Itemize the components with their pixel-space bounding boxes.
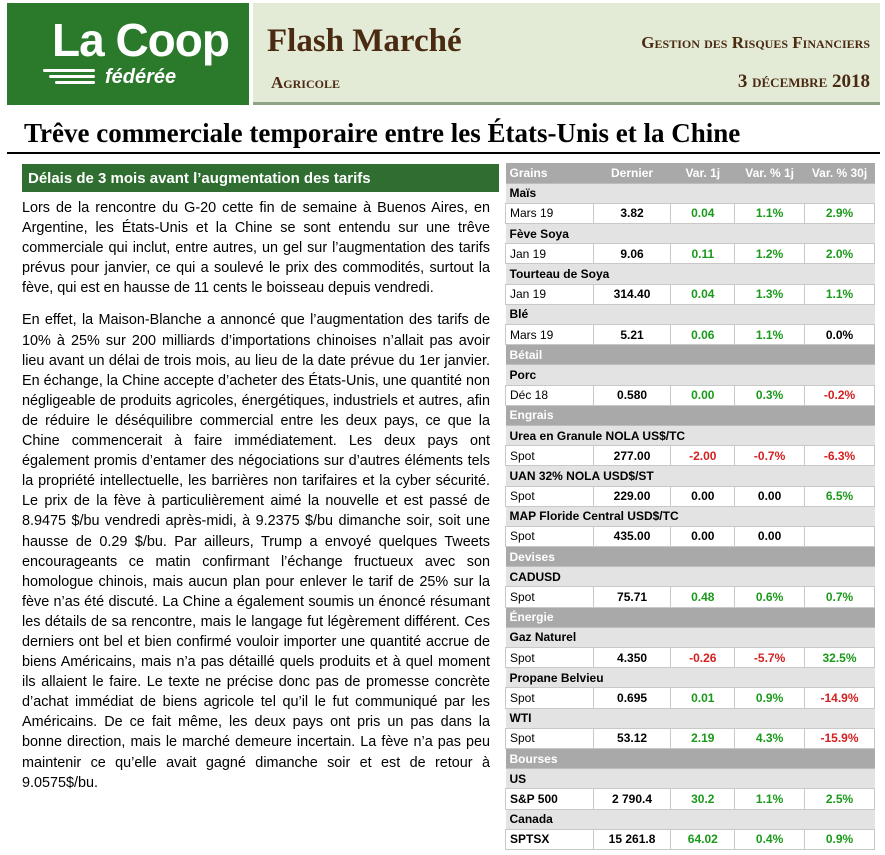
table-header-row	[506, 163, 875, 183]
change-1d: 0.04	[671, 284, 735, 304]
change-pct-30d: 0.7%	[805, 587, 875, 607]
instrument-label: MAP Floride Central USD$/TC	[506, 506, 875, 526]
change-pct-1d: 0.6%	[735, 587, 805, 607]
change-pct-30d: 1.1%	[805, 284, 875, 304]
contract-month: Jan 19	[506, 284, 594, 304]
instrument-label: Canada	[506, 809, 875, 829]
contract-month: Spot	[506, 648, 594, 668]
instrument-label: Blé	[506, 304, 875, 324]
last-price: 277.00	[593, 446, 671, 466]
instrument-row	[506, 809, 875, 829]
logo-main-text: La Coop	[52, 14, 229, 66]
change-pct-1d: 0.4%	[735, 829, 805, 849]
category-row	[506, 748, 875, 768]
change-pct-1d: 0.3%	[735, 385, 805, 405]
contract-month: Spot	[506, 587, 594, 607]
change-1d: -0.26	[671, 648, 735, 668]
change-1d: -2.00	[671, 446, 735, 466]
change-pct-1d: 0.00	[735, 526, 805, 546]
change-1d: 2.19	[671, 728, 735, 748]
logo-lines-icon	[43, 69, 95, 91]
instrument-label: Gaz Naturel	[506, 627, 875, 647]
table-row	[506, 486, 875, 506]
change-pct-30d: 2.0%	[805, 244, 875, 264]
change-1d: 64.02	[671, 829, 735, 849]
newsletter-subtitle: Agricole	[271, 73, 340, 92]
change-1d: 0.04	[671, 203, 735, 223]
change-pct-30d: 0.9%	[805, 829, 875, 849]
change-1d: 0.00	[671, 486, 735, 506]
category-label: Bourses	[506, 748, 875, 768]
change-pct-30d: 2.9%	[805, 203, 875, 223]
change-1d: 0.48	[671, 587, 735, 607]
contract-month: Déc 18	[506, 385, 594, 405]
last-price: 229.00	[593, 486, 671, 506]
category-row	[506, 547, 875, 567]
last-price: 5.21	[593, 325, 671, 345]
change-pct-1d: 1.2%	[735, 244, 805, 264]
change-pct-30d: 6.5%	[805, 486, 875, 506]
issue-date: 3 décembre 2018	[737, 71, 870, 92]
contract-month: Spot	[506, 446, 594, 466]
instrument-row	[506, 668, 875, 688]
paragraph: Lors de la rencontre du G-20 cette fin de semaine à Buenos Aires, en Argentine, les États-Unis et la Chine se sont entendu sur une trêve commerciale qui inclut, entre autres, un gel sur l’augmentation des tarifs prévus pour janvier, ce qui a soulevé le prix des commodités, surtout la fève, qui est en hausse de 11 cents le boisseau depuis vendredi.	[22, 200, 490, 297]
category-row	[506, 345, 875, 365]
column-header: Dernier	[593, 163, 671, 183]
table-row	[506, 648, 875, 668]
change-pct-1d: 1.1%	[735, 203, 805, 223]
instrument-row	[506, 769, 875, 789]
table-row	[506, 385, 875, 405]
instrument-row	[506, 224, 875, 244]
instrument-label: Maïs	[506, 183, 875, 203]
instrument-label: US	[506, 769, 875, 789]
change-pct-1d: 0.9%	[735, 688, 805, 708]
table-row	[506, 789, 875, 809]
change-pct-30d	[805, 526, 875, 546]
change-pct-30d: 0.0%	[805, 325, 875, 345]
change-pct-30d: 2.5%	[805, 789, 875, 809]
change-pct-1d: 0.00	[735, 486, 805, 506]
instrument-label: WTI	[506, 708, 875, 728]
contract-month: Mars 19	[506, 325, 594, 345]
change-pct-30d: 32.5%	[805, 648, 875, 668]
change-pct-30d: -14.9%	[805, 688, 875, 708]
market-table	[505, 163, 875, 850]
change-pct-1d: 1.1%	[735, 325, 805, 345]
market-table-body	[506, 183, 875, 849]
department-title: Gestion des Risques Financiers	[641, 33, 870, 52]
table-row	[506, 829, 875, 849]
last-price: 15 261.8	[593, 829, 671, 849]
change-pct-30d: -6.3%	[805, 446, 875, 466]
change-pct-30d: -15.9%	[805, 728, 875, 748]
last-price: 3.82	[593, 203, 671, 223]
instrument-row	[506, 425, 875, 445]
last-price: 435.00	[593, 526, 671, 546]
page-header	[7, 3, 880, 105]
change-1d: 0.06	[671, 325, 735, 345]
change-1d: 0.00	[671, 385, 735, 405]
column-header: Grains	[506, 163, 594, 183]
article-body	[22, 198, 490, 805]
last-price: 9.06	[593, 244, 671, 264]
last-price: 314.40	[593, 284, 671, 304]
column-header: Var. % 1j	[735, 163, 805, 183]
category-label: Énergie	[506, 607, 875, 627]
headline: Trêve commerciale temporaire entre les États-Unis et la Chine	[24, 118, 741, 148]
change-pct-1d: -5.7%	[735, 648, 805, 668]
logo	[7, 3, 249, 105]
table-row	[506, 203, 875, 223]
instrument-label: Tourteau de Soya	[506, 264, 875, 284]
last-price: 75.71	[593, 587, 671, 607]
change-1d: 30.2	[671, 789, 735, 809]
instrument-row	[506, 627, 875, 647]
instrument-row	[506, 506, 875, 526]
change-pct-1d: 4.3%	[735, 728, 805, 748]
contract-month: Spot	[506, 688, 594, 708]
instrument-label: CADUSD	[506, 567, 875, 587]
contract-month: Spot	[506, 728, 594, 748]
table-row	[506, 688, 875, 708]
paragraph: En effet, la Maison-Blanche a annoncé que l’augmentation des tarifs de 10% à 25% sur 200 milliards d’importations chinoises n’allait pas avoir lieu avant un délai de trois mois, au lieu de la date prévue du 1er janvier. En échange, la Chine accepte d’acheter des États-Unis, une quantité non négligeable de produits agricoles, énergétiques, industriels et autres, afin de réduire le déséquilibre commercial entre les deux pays, ce que la Chine commencerait à faire immédiatement. Les deux pays ont également promis d’entamer des négociations sur d’autres éléments tels la propriété intellectuelle, les barrières non tarifaires et la cyber sécurité. Le prix de la fève à particulièrement aimé la nouvelle et est passé de 8.9475 $/bu vendredi après-midi, à 9.2375 $/bu dimanche soir, soit une hausse de 0.29 $/bu. Par ailleurs, Trump a envoyé quelques Tweets encourageants ce matin confirmant l’échange fructueux avec son homologue chinois, mais aucun plan pour enlever le tarif de 25% sur la fève n’as été discuté. La Chine a également soumis un énoncé résumant les détails de sa rencontre, mais le langage fut légèrement différent. Ces derniers ont bel et bien confirmé vouloir importer une quantité accrue de biens Américains, mais n’a pas détaillé quels produits et à quel moment ils allaient le faire. Le texte ne précise donc pas de promesse concrète d’achat immédiat de biens agricole tel qu’il le fut communiqué par les Américains. De ce fait même, les deux pays ont pris un pas dans la bonne direction, mais le marché demeure incertain. La fève n’a pas peu maintenir ce qu’elle avait gagné dimanche soir et est de retour à 9.0575$/bu.	[22, 312, 491, 791]
headline-divider	[7, 152, 880, 154]
instrument-row	[506, 183, 875, 203]
logo-sub-text: fédérée	[105, 66, 177, 88]
last-price: 2 790.4	[593, 789, 671, 809]
instrument-label: Fève Soya	[506, 224, 875, 244]
table-row	[506, 244, 875, 264]
category-label: Devises	[506, 547, 875, 567]
instrument-label: Porc	[506, 365, 875, 385]
column-header: Var. % 30j	[805, 163, 875, 183]
category-row	[506, 405, 875, 425]
change-1d: 0.11	[671, 244, 735, 264]
table-row	[506, 587, 875, 607]
contract-month: Spot	[506, 526, 594, 546]
change-pct-1d: 1.3%	[735, 284, 805, 304]
instrument-row	[506, 304, 875, 324]
newsletter-title: Flash Marché	[267, 23, 462, 59]
title-band	[253, 3, 880, 105]
column-header: Var. 1j	[671, 163, 735, 183]
change-1d: 0.00	[671, 526, 735, 546]
change-pct-1d: 1.1%	[735, 789, 805, 809]
instrument-row	[506, 708, 875, 728]
category-row	[506, 607, 875, 627]
section-title: Délais de 3 mois avant l’augmentation des tarifs	[22, 164, 499, 192]
category-label: Bétail	[506, 345, 875, 365]
change-pct-1d: -0.7%	[735, 446, 805, 466]
contract-month: Spot	[506, 486, 594, 506]
change-pct-30d: -0.2%	[805, 385, 875, 405]
last-price: 4.350	[593, 648, 671, 668]
contract-month: Mars 19	[506, 203, 594, 223]
instrument-label: UAN 32% NOLA USD$/ST	[506, 466, 875, 486]
table-row	[506, 284, 875, 304]
contract-month: S&P 500	[506, 789, 594, 809]
category-label: Engrais	[506, 405, 875, 425]
last-price: 0.695	[593, 688, 671, 708]
change-1d: 0.01	[671, 688, 735, 708]
last-price: 53.12	[593, 728, 671, 748]
instrument-label: Urea en Granule NOLA US$/TC	[506, 425, 875, 445]
table-row	[506, 526, 875, 546]
instrument-row	[506, 365, 875, 385]
instrument-row	[506, 567, 875, 587]
instrument-row	[506, 466, 875, 486]
instrument-row	[506, 264, 875, 284]
table-row	[506, 446, 875, 466]
contract-month: Jan 19	[506, 244, 594, 264]
last-price: 0.580	[593, 385, 671, 405]
instrument-label: Propane Belvieu	[506, 668, 875, 688]
table-row	[506, 325, 875, 345]
contract-month: SPTSX	[506, 829, 594, 849]
table-row	[506, 728, 875, 748]
